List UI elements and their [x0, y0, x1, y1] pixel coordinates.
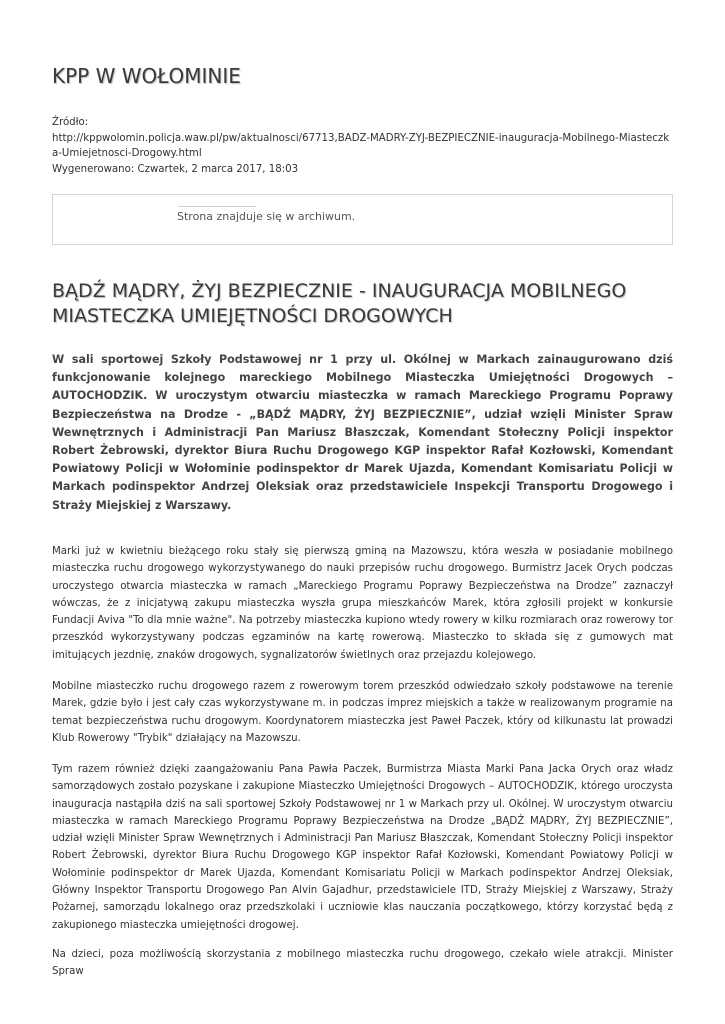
- article-paragraph: Mobilne miasteczko ruchu drogowego razem z rowerowym torem przeszkód odwiedzało szkoły podstawowe na terenie Marek, gdzie było i jest cały czas wykorzystywane m. in podczas imprez miejskich a także w realizowanym programie na temat bezpieczeństwa ruchu drogowym. Koordynatorem miasteczka jest Paweł Paczek, który od kilkunastu lat prowadzi Klub Rowerowy "Trybik" działający na Mazowszu.: [52, 681, 673, 744]
- article-title: BĄDŹ MĄDRY, ŻYJ BEZPIECZNIE - INAUGURACJA MOBILNEGO MIASTECZKA UMIEJĘTNOŚCI DROGOWYCH: [52, 280, 627, 327]
- generated-date: Wygenerowano: Czwartek, 2 marca 2017, 18:03: [52, 163, 299, 175]
- source-label: Źródło:: [52, 117, 89, 128]
- archive-divider: [178, 206, 256, 207]
- source-url[interactable]: http://kppwolomin.policja.waw.pl/pw/aktualnosci/67713,BADZ-MADRY-ZYJ-BEZPIECZNIE-inauguracja-Mobilnego-Miasteczka-Umiejetnosci-Drogowy.html: [52, 132, 670, 159]
- article-lead: W sali sportowej Szkoły Podstawowej nr 1 przy ul. Okólnej w Markach zainaugurowano dziś funkcjonowanie kolejnego mareckiego Mobilnego Miasteczka Umiejętności Drogowych – AUTOCHODZIK. W uroczystym otwarciu miasteczka w ramach Mareckiego Programu Poprawy Bezpieczeństwa na Drodze - „BĄDŹ MĄDRY, ŻYJ BEZPIECZNIE”, udział wzięli Minister Spraw Wewnętrznych i Administracji Pan Mariusz Błaszczak, Komendant Stołeczny Policji inspektor Robert Żebrowski, dyrektor Biura Ruchu Drogowego KGP inspektor Rafał Kozłowski, Komendant Powiatowy Policji w Wołominie podinspektor dr Marek Ujazda, Komendant Komisariatu Policji w Markach podinspektor Andrzej Oleksiak oraz przedstawiciele Inspekcji Transportu Drogowego i Straży Miejskiej z Warszawy.: [52, 353, 673, 512]
- article-paragraph: Marki już w kwietniu bieżącego roku stały się pierwszą gminą na Mazowszu, która weszła w posiadanie mobilnego miasteczka ruchu drogowego wykorzystywanego do nauki przepisów ruchu drogowego. Burmistrz Jacek Orych podczas uroczystego otwarcia miasteczka w ramach „Mareckiego Programu Poprawy Bezpieczeństwa na Drodze” zaznaczył wówczas, że z inicjatywą zakupu miasteczka wyszła grupa mieszkańców Marek, która zgłosili projekt w konkursie Fundacji Aviva "To dla mnie ważne". Na potrzeby miasteczka kupiono wtedy rowery w kilku rozmiarach oraz rowerowy tor przeszkód wykorzystywany podczas egzaminów na kartę rowerową. Miasteczko to składa się z gumowych mat imitujących jezdnię, znaków drogowych, sygnalizatorów świetlnych oraz przejazdu kolejowego.: [52, 546, 673, 661]
- source-meta: [52, 115, 673, 177]
- archive-notice-box: [52, 194, 673, 245]
- article-paragraph: Tym razem również dzięki zaangażowaniu Pana Pawła Paczek, Burmistrza Miasta Marki Pana Jacka Orych oraz władz samorządowych zostało pozyskane i zakupione Miasteczko Umiejętności Drogowych – AUTOCHODZIK, którego uroczysta inauguracja nastąpiła dziś na sali sportowej Szkoły Podstawowej nr 1 w Markach przy ul. Okólnej. W uroczystym otwarciu miasteczka w ramach Mareckiego Programu Poprawy Bezpieczeństwa na Drodze „BĄDŹ MĄDRY, ŻYJ BEZPIECZNIE”, udział wzięli Minister Spraw Wewnętrznych i Administracji Pan Mariusz Błaszczak, Komendant Stołeczny Policji inspektor Robert Żebrowski, dyrektor Biura Ruchu Drogowego KGP inspektor Rafał Kozłowski, Komendant Powiatowy Policji w Wołominie podinspektor dr Marek Ujazda, Komendant Komisariatu Policji w Markach podinspektor Andrzej Oleksiak, Główny Inspektor Transportu Drogowego Pan Alvin Gajadhur, przedstawiciele ITD, Straży Miejskiej z Warszawy, Straży Pożarnej, samorządu lokalnego oraz przedszkolaki i uczniowie klas nauczania początkowego, którzy korzystać będą z zakupionego miasteczka umiejętności drogowej.: [52, 764, 673, 931]
- site-title: KPP W WOŁOMINIE: [52, 64, 241, 88]
- archive-notice-text: Strona znajduje się w archiwum.: [177, 210, 356, 223]
- article-paragraph: Na dzieci, poza możliwością skorzystania z mobilnego miasteczka ruchu drogowego, czekało wiele atrakcji. Minister Spraw: [52, 949, 673, 978]
